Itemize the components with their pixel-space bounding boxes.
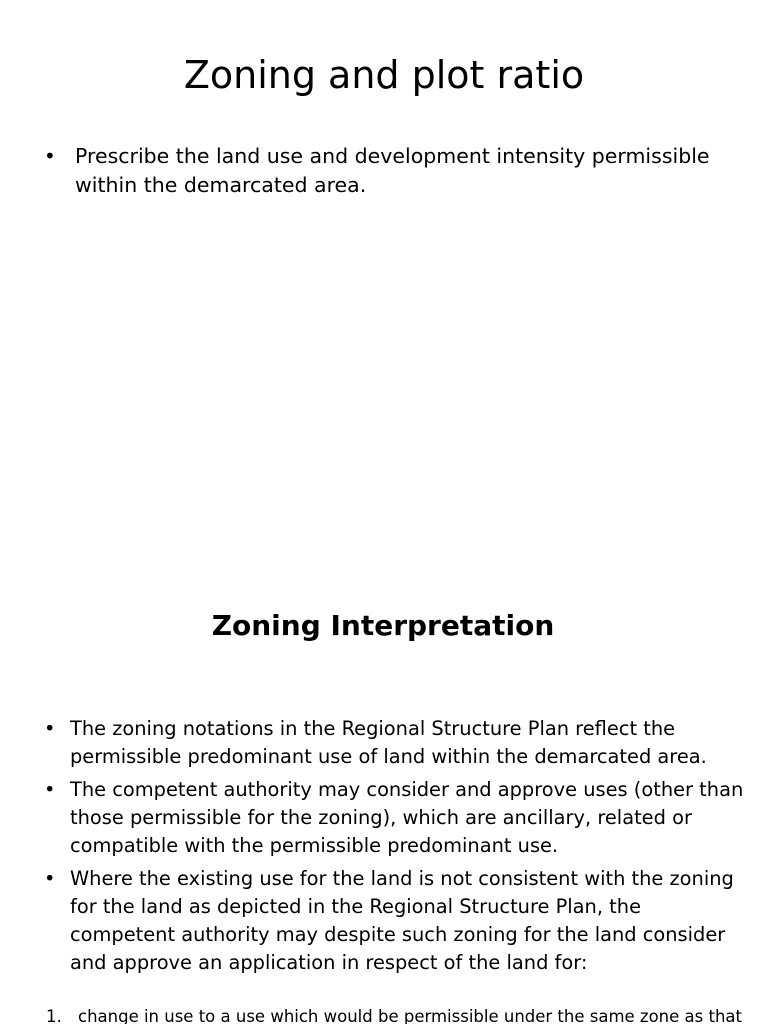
slide-2 <box>0 576 768 1024</box>
bullet-list <box>44 715 744 982</box>
bullet-item <box>44 776 744 860</box>
item-number: 1. <box>46 1007 62 1024</box>
bullet-glyph: • <box>44 867 56 890</box>
bullet-text: The zoning notations in the Regional Structure Plan reflect the permissible predominant use of land within the demarcated area. <box>70 717 707 768</box>
bullet-text: The competent authority may consider and approve uses (other than those permissible for the zoning), which are ancillary, related or compatible with the permissible predominant use. <box>70 778 744 857</box>
bullet-glyph: • <box>44 778 56 801</box>
bullet-list <box>44 142 734 200</box>
bullet-item <box>44 715 744 771</box>
bullet-text: Prescribe the land use and development intensity permissible within the demarcated area. <box>75 144 710 197</box>
bullet-item <box>44 142 734 200</box>
bullet-text: Where the existing use for the land is not consistent with the zoning for the land as depicted in the Regional Structure Plan, the competent authority may despite such zoning for the land consider and approve an application in respect of the land for: <box>70 867 734 974</box>
item-text: change in use to a use which would be permissible under the same zone as that <box>78 1007 742 1024</box>
bullet-item <box>44 865 744 977</box>
numbered-list <box>46 1006 746 1024</box>
numbered-item <box>46 1006 746 1024</box>
slide-title: Zoning and plot ratio <box>183 53 585 97</box>
bullet-glyph: • <box>44 717 56 740</box>
slide-title: Zoning Interpretation <box>211 609 555 642</box>
bullet-glyph: • <box>44 144 56 168</box>
